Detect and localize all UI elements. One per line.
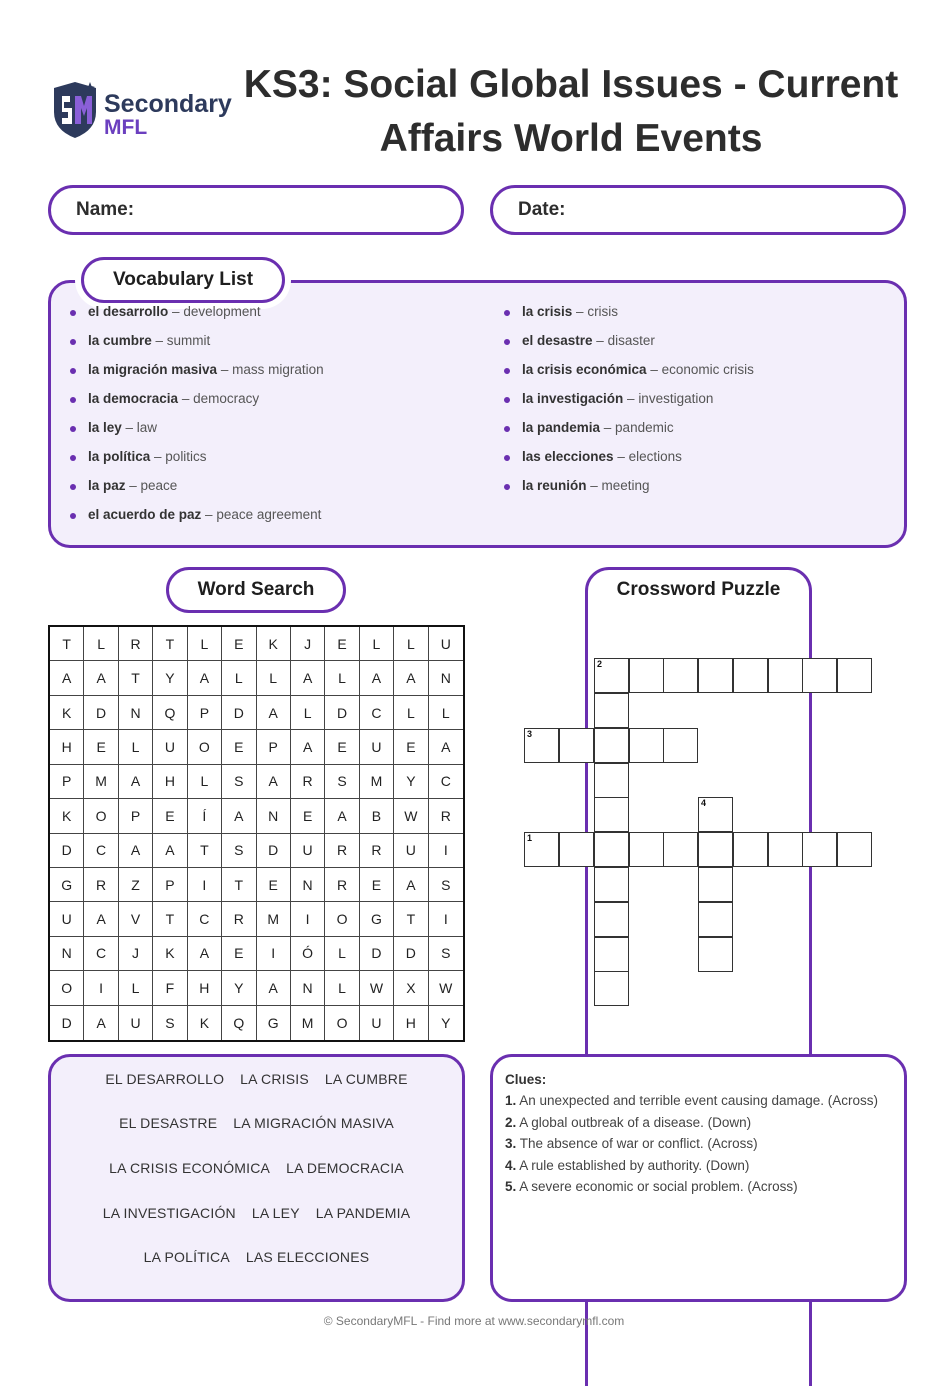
crossword-cell[interactable] bbox=[594, 867, 629, 902]
vocab-item: la crisis – crisis bbox=[504, 304, 754, 333]
word-search-cell[interactable]: M bbox=[257, 902, 291, 936]
word-search-cell[interactable]: P bbox=[153, 868, 187, 902]
word-search-cell[interactable]: A bbox=[119, 834, 153, 868]
word-search-cell[interactable]: D bbox=[84, 696, 118, 730]
word-search-cell[interactable]: R bbox=[429, 799, 463, 833]
word-search-cell[interactable]: I bbox=[429, 834, 463, 868]
word-search-cell[interactable]: H bbox=[50, 730, 84, 764]
vocabulary-list-right bbox=[504, 304, 754, 507]
word-search-cell[interactable]: E bbox=[222, 730, 256, 764]
word-search-cell[interactable]: U bbox=[291, 834, 325, 868]
clue-item: 4. A rule established by authority. (Down) bbox=[505, 1157, 750, 1173]
word-search-cell[interactable]: W bbox=[394, 799, 428, 833]
word-search-cell[interactable]: A bbox=[291, 661, 325, 695]
word-search-cell[interactable]: P bbox=[257, 730, 291, 764]
word-search-cell[interactable]: L bbox=[119, 730, 153, 764]
crossword-cell[interactable] bbox=[768, 658, 803, 693]
crossword-cell[interactable] bbox=[594, 728, 629, 763]
word-search-cell[interactable]: A bbox=[360, 661, 394, 695]
word-search-cell[interactable]: L bbox=[119, 971, 153, 1005]
word-search-cell[interactable]: L bbox=[325, 661, 359, 695]
vocab-item: la migración masiva – mass migration bbox=[70, 362, 324, 391]
crossword-cell[interactable] bbox=[663, 658, 698, 693]
word-item: LA LEY bbox=[251, 1205, 300, 1221]
word-search-cell[interactable]: L bbox=[291, 696, 325, 730]
clues-panel bbox=[490, 1054, 907, 1302]
word-search-cell[interactable]: A bbox=[50, 661, 84, 695]
word-search-cell[interactable]: L bbox=[360, 627, 394, 661]
word-search-cell[interactable]: I bbox=[291, 902, 325, 936]
word-search-cell[interactable]: O bbox=[188, 730, 222, 764]
clue-number-4: 4 bbox=[701, 798, 707, 808]
word-search-cell[interactable]: O bbox=[84, 799, 118, 833]
crossword-cell[interactable] bbox=[594, 797, 629, 832]
word-search-cell[interactable]: T bbox=[50, 627, 84, 661]
word-search-cell[interactable]: R bbox=[325, 868, 359, 902]
word-search-cell[interactable]: Q bbox=[153, 696, 187, 730]
word-search-cell[interactable]: P bbox=[188, 696, 222, 730]
crossword-cell[interactable] bbox=[559, 728, 594, 763]
clue-number-2: 2 bbox=[597, 659, 603, 669]
word-search-cell[interactable]: E bbox=[222, 937, 256, 971]
word-search-cell[interactable]: A bbox=[325, 799, 359, 833]
crossword-cell[interactable] bbox=[802, 832, 837, 867]
word-search-cell[interactable]: S bbox=[153, 1006, 187, 1040]
word-search-cell[interactable]: Y bbox=[394, 765, 428, 799]
word-search-cell[interactable]: J bbox=[119, 937, 153, 971]
crossword-cell[interactable] bbox=[629, 728, 664, 763]
clue-number-3: 3 bbox=[527, 729, 533, 739]
word-search-cell[interactable]: E bbox=[257, 868, 291, 902]
word-search-cell[interactable]: P bbox=[119, 799, 153, 833]
word-search-cell[interactable]: J bbox=[291, 627, 325, 661]
word-search-cell[interactable]: U bbox=[153, 730, 187, 764]
word-search-cell[interactable]: A bbox=[394, 661, 428, 695]
crossword-cell[interactable] bbox=[524, 832, 559, 867]
vocab-item: el desarrollo – development bbox=[70, 304, 324, 333]
shield-logo-icon bbox=[50, 80, 100, 140]
vocabulary-list-left bbox=[70, 304, 324, 536]
crossword-cell[interactable] bbox=[733, 658, 768, 693]
word-search-cell[interactable]: G bbox=[257, 1006, 291, 1040]
word-search-cell[interactable]: E bbox=[291, 799, 325, 833]
word-search-cell[interactable]: U bbox=[360, 730, 394, 764]
word-search-cell[interactable]: T bbox=[188, 834, 222, 868]
vocab-item: la pandemia – pandemic bbox=[504, 420, 754, 449]
clue-item: 1. An unexpected and terrible event causing damage. (Across) bbox=[505, 1093, 878, 1108]
word-search-cell[interactable]: T bbox=[119, 661, 153, 695]
crossword-cell[interactable] bbox=[698, 797, 733, 832]
word-search-cell[interactable]: L bbox=[325, 937, 359, 971]
word-search-cell[interactable]: U bbox=[50, 902, 84, 936]
word-search-cell[interactable]: E bbox=[394, 730, 428, 764]
word-search-cell[interactable]: A bbox=[84, 1006, 118, 1040]
word-search-cell[interactable]: S bbox=[429, 868, 463, 902]
word-search-heading: Word Search bbox=[166, 567, 346, 613]
word-search-cell[interactable]: C bbox=[84, 937, 118, 971]
crossword-cell[interactable] bbox=[594, 832, 629, 867]
crossword-cell[interactable] bbox=[802, 658, 837, 693]
word-search-cell[interactable]: M bbox=[84, 765, 118, 799]
word-search-cell[interactable]: K bbox=[50, 799, 84, 833]
word-item: LA POLÍTICA bbox=[143, 1249, 230, 1265]
word-search-cell[interactable]: K bbox=[153, 937, 187, 971]
crossword-cell[interactable] bbox=[629, 832, 664, 867]
vocab-item: las elecciones – elections bbox=[504, 449, 754, 478]
date-label: Date: bbox=[518, 199, 566, 220]
vocab-item: la ley – law bbox=[70, 420, 324, 449]
vocab-item: la investigación – investigation bbox=[504, 391, 754, 420]
word-search-cell[interactable]: A bbox=[222, 799, 256, 833]
crossword-cell[interactable] bbox=[663, 832, 698, 867]
word-search-cell[interactable]: D bbox=[257, 834, 291, 868]
crossword-cell[interactable] bbox=[559, 832, 594, 867]
word-search-cell[interactable]: U bbox=[119, 1006, 153, 1040]
word-search-cell[interactable]: A bbox=[257, 696, 291, 730]
vocab-item: la paz – peace bbox=[70, 478, 324, 507]
word-search-cell[interactable]: N bbox=[50, 937, 84, 971]
word-item: LA MIGRACIÓN MASIVA bbox=[233, 1115, 394, 1131]
word-search-cell[interactable]: N bbox=[291, 868, 325, 902]
word-search-cell[interactable]: H bbox=[153, 765, 187, 799]
word-search-cell[interactable]: H bbox=[394, 1006, 428, 1040]
word-search-cell[interactable]: L bbox=[188, 627, 222, 661]
word-search-cell[interactable]: T bbox=[153, 627, 187, 661]
clue-item: 3. The absence of war or conflict. (Across) bbox=[505, 1136, 758, 1151]
crossword-cell[interactable] bbox=[629, 658, 664, 693]
word-search-cell[interactable]: Y bbox=[222, 971, 256, 1005]
word-search-cell[interactable]: E bbox=[153, 799, 187, 833]
word-search-cell[interactable]: R bbox=[222, 902, 256, 936]
name-label: Name: bbox=[76, 199, 135, 220]
word-search-cell[interactable]: A bbox=[119, 765, 153, 799]
word-search-cell[interactable]: A bbox=[188, 937, 222, 971]
vocab-item: la crisis económica – economic crisis bbox=[504, 362, 754, 391]
crossword-cell[interactable] bbox=[594, 693, 629, 728]
word-item: EL DESASTRE bbox=[119, 1115, 218, 1131]
word-item: LA INVESTIGACIÓN bbox=[102, 1205, 236, 1221]
word-search-cell[interactable]: U bbox=[429, 627, 463, 661]
vocab-item: la reunión – meeting bbox=[504, 478, 754, 507]
vocab-item: la política – politics bbox=[70, 449, 324, 478]
crossword-cell[interactable] bbox=[524, 728, 559, 763]
word-search-cell[interactable]: Q bbox=[222, 1006, 256, 1040]
word-search-cell[interactable]: R bbox=[84, 868, 118, 902]
word-search-cell[interactable]: K bbox=[188, 1006, 222, 1040]
word-search-cell[interactable]: A bbox=[84, 661, 118, 695]
vocab-item: el desastre – disaster bbox=[504, 333, 754, 362]
word-list-row bbox=[51, 1115, 462, 1131]
crossword-cell[interactable] bbox=[733, 832, 768, 867]
word-search-cell[interactable]: U bbox=[394, 834, 428, 868]
clue-item: 5. A severe economic or social problem. (Across) bbox=[505, 1179, 798, 1194]
word-search-cell[interactable]: E bbox=[222, 627, 256, 661]
word-search-cell[interactable]: A bbox=[84, 902, 118, 936]
date-field[interactable] bbox=[490, 185, 906, 235]
word-search-cell[interactable]: D bbox=[360, 937, 394, 971]
word-search-cell[interactable]: M bbox=[360, 765, 394, 799]
clue-number-1: 1 bbox=[527, 833, 533, 843]
word-list-row bbox=[51, 1249, 462, 1265]
word-list-panel bbox=[48, 1054, 465, 1302]
word-search-cell[interactable]: S bbox=[222, 765, 256, 799]
word-search-cell[interactable]: Z bbox=[119, 868, 153, 902]
word-search-cell[interactable]: S bbox=[325, 765, 359, 799]
word-search-cell[interactable]: D bbox=[50, 834, 84, 868]
word-search-cell[interactable]: D bbox=[222, 696, 256, 730]
word-search-cell[interactable]: N bbox=[119, 696, 153, 730]
word-search-cell[interactable]: H bbox=[188, 971, 222, 1005]
word-search-cell[interactable]: B bbox=[360, 799, 394, 833]
word-item: LA CRISIS ECONÓMICA bbox=[109, 1160, 271, 1176]
word-search-cell[interactable]: Í bbox=[188, 799, 222, 833]
word-item: LA PANDEMIA bbox=[315, 1205, 411, 1221]
word-search-cell[interactable]: A bbox=[188, 661, 222, 695]
crossword-cell[interactable] bbox=[698, 937, 733, 972]
word-search-cell[interactable]: T bbox=[394, 902, 428, 936]
crossword-cell[interactable] bbox=[594, 658, 629, 693]
word-item: LA CUMBRE bbox=[324, 1071, 408, 1087]
word-search-cell[interactable]: D bbox=[394, 937, 428, 971]
word-search-cell[interactable]: E bbox=[84, 730, 118, 764]
word-search-cell[interactable]: R bbox=[119, 627, 153, 661]
word-search-cell[interactable]: I bbox=[188, 868, 222, 902]
word-search-cell[interactable]: N bbox=[429, 661, 463, 695]
word-search-cell[interactable]: C bbox=[84, 834, 118, 868]
word-search-cell[interactable]: G bbox=[360, 902, 394, 936]
word-search-cell[interactable]: T bbox=[222, 868, 256, 902]
word-search-cell[interactable]: E bbox=[325, 730, 359, 764]
word-search-cell[interactable]: O bbox=[325, 902, 359, 936]
vocab-item: la cumbre – summit bbox=[70, 333, 324, 362]
word-list-row bbox=[51, 1205, 462, 1221]
crossword-cell[interactable] bbox=[698, 867, 733, 902]
word-search-cell[interactable]: Y bbox=[441, 1014, 451, 1031]
word-search-cell[interactable]: R bbox=[325, 834, 359, 868]
word-search-cell[interactable]: W bbox=[429, 971, 463, 1005]
word-search-cell[interactable]: L bbox=[84, 627, 118, 661]
vocab-item: la democracia – democracy bbox=[70, 391, 324, 420]
word-search-cell[interactable]: D bbox=[325, 696, 359, 730]
word-search-cell[interactable]: O bbox=[325, 1006, 359, 1040]
crossword-heading: Crossword Puzzle bbox=[585, 567, 812, 1386]
word-search-cell[interactable]: D bbox=[50, 1006, 84, 1040]
word-search-cell[interactable]: W bbox=[360, 971, 394, 1005]
word-search-cell[interactable]: A bbox=[153, 834, 187, 868]
word-search-cell[interactable]: K bbox=[257, 627, 291, 661]
word-search-cell[interactable]: C bbox=[360, 696, 394, 730]
word-list-row bbox=[51, 1071, 462, 1087]
crossword-cell[interactable] bbox=[837, 658, 872, 693]
word-search-cell[interactable]: N bbox=[257, 799, 291, 833]
word-search-cell[interactable]: L bbox=[325, 971, 359, 1005]
secondarymfl-logo bbox=[50, 78, 235, 144]
word-search-cell[interactable]: I bbox=[84, 971, 118, 1005]
name-field[interactable] bbox=[48, 185, 464, 235]
word-search-cell[interactable]: L bbox=[394, 627, 428, 661]
word-search-cell[interactable]: N bbox=[291, 971, 325, 1005]
word-search-cell[interactable]: I bbox=[257, 937, 291, 971]
word-search-cell[interactable]: O bbox=[50, 971, 84, 1005]
word-search-cell[interactable]: L bbox=[222, 661, 256, 695]
word-search-cell[interactable]: R bbox=[360, 834, 394, 868]
word-search-cell[interactable]: A bbox=[394, 868, 428, 902]
word-item: LAS ELECCIONES bbox=[245, 1249, 370, 1265]
crossword-cell[interactable] bbox=[698, 658, 733, 693]
word-search-cell[interactable]: T bbox=[153, 902, 187, 936]
word-search-cell[interactable]: G bbox=[50, 868, 84, 902]
word-search-cell[interactable]: L bbox=[188, 765, 222, 799]
word-search-cell[interactable]: K bbox=[50, 696, 84, 730]
crossword-cell[interactable] bbox=[837, 832, 872, 867]
word-search-cell[interactable]: R bbox=[291, 765, 325, 799]
crossword-cell[interactable] bbox=[768, 832, 803, 867]
crossword-cell[interactable] bbox=[663, 728, 698, 763]
word-search-cell[interactable]: C bbox=[188, 902, 222, 936]
word-search-cell[interactable]: A bbox=[429, 730, 463, 764]
vocab-item: el acuerdo de paz – peace agreement bbox=[70, 507, 324, 536]
word-search-cell[interactable]: U bbox=[360, 1006, 394, 1040]
logo-text-secondary: Secondary bbox=[104, 90, 232, 118]
crossword-cell[interactable] bbox=[594, 763, 629, 798]
clue-item: 2. A global outbreak of a disease. (Down) bbox=[505, 1114, 752, 1130]
word-item: LA DEMOCRACIA bbox=[286, 1160, 404, 1176]
word-search-cell[interactable]: M bbox=[291, 1006, 325, 1040]
clues-title: Clues: bbox=[505, 1072, 547, 1087]
word-list-row bbox=[51, 1160, 462, 1176]
worksheet-title: KS3: Social Global Issues - Current Affairs World Events bbox=[243, 63, 899, 160]
word-search-cell[interactable]: L bbox=[257, 661, 291, 695]
word-search-cell[interactable]: L bbox=[394, 696, 428, 730]
word-search-cell[interactable]: X bbox=[394, 971, 428, 1005]
logo-text-mfl: MFL bbox=[104, 116, 148, 139]
word-search-cell[interactable]: Y bbox=[153, 661, 187, 695]
word-search-cell[interactable]: V bbox=[119, 902, 153, 936]
word-search-cell[interactable]: A bbox=[257, 765, 291, 799]
crossword-cell[interactable] bbox=[594, 971, 629, 1006]
word-search-cell[interactable]: I bbox=[429, 902, 463, 936]
crossword-cell[interactable] bbox=[698, 832, 733, 867]
word-search-cell[interactable]: E bbox=[360, 868, 394, 902]
word-search-cell[interactable]: Ó bbox=[291, 937, 325, 971]
word-search-cell[interactable]: A bbox=[291, 730, 325, 764]
word-search-cell[interactable]: C bbox=[429, 765, 463, 799]
word-search-cell[interactable]: L bbox=[429, 696, 463, 730]
crossword-cell[interactable] bbox=[594, 902, 629, 937]
word-search-cell[interactable]: P bbox=[50, 765, 84, 799]
crossword-cell[interactable] bbox=[698, 902, 733, 937]
crossword-cell[interactable] bbox=[594, 937, 629, 972]
word-search-cell[interactable]: F bbox=[153, 971, 187, 1005]
vocabulary-heading: Vocabulary List bbox=[81, 257, 285, 303]
word-search-cell[interactable]: E bbox=[325, 627, 359, 661]
footer-credit: © SecondaryMFL - Find more at www.secondarymfl.com bbox=[323, 1314, 625, 1328]
word-search-cell[interactable]: A bbox=[257, 971, 291, 1005]
word-search-grid bbox=[48, 625, 465, 1042]
word-item: LA CRISIS bbox=[240, 1071, 309, 1087]
word-search-cell[interactable]: S bbox=[429, 937, 463, 971]
word-item: EL DESARROLLO bbox=[105, 1071, 225, 1087]
word-search-cell[interactable]: S bbox=[222, 834, 256, 868]
